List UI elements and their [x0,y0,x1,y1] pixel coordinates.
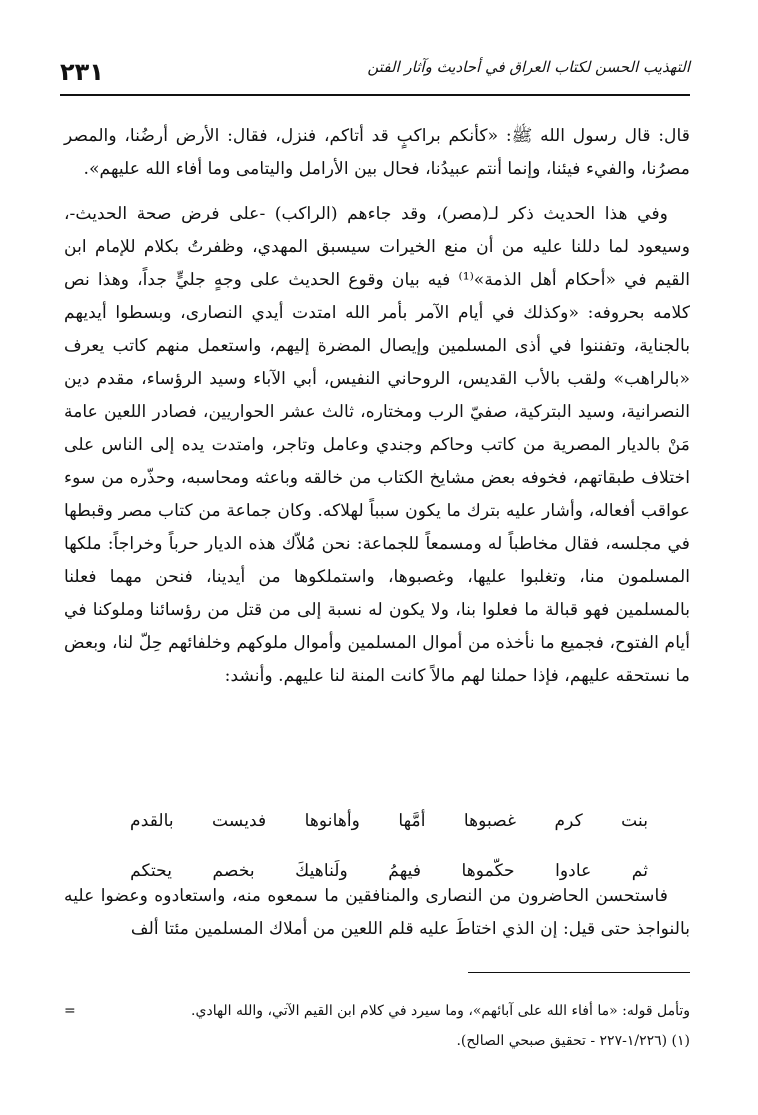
main-text-continued [64,880,690,946]
verse-word: فيهمُ [388,861,422,881]
paragraph-commentary: وفي هذا الحديث ذكر لـ(مصر)، وقد جاءهم (الراكب) -على فرض صحة الحديث-، وسيعود لما دللنا عليه من أن منع الخيرات سيسبق المهدي، وظفرتُ بكلام للإمام ابن القيم في «أحكام أهل الذمة»⁽¹⁾ فيه بيان وقوع الحديث على وجهٍ جليٍّ جداً، وهذا نص كلامه بحروفه: «وكذلك في أيام الآمر بأمر الله امتدت أيدي النصارى، وبسطوا أيديهم بالجناية، وتفننوا في أذى المسلمين وإيصال المضرة إليهم، واستعمل منهم كاتب يعرف «بالراهب» ولقب بالأب القديس، الروحاني النفيس، أبي الآباء وسيد الرؤساء، مقدم دين النصرانية، وسيد البتركية، صفيّ الرب ومختاره، ثالث عشر الحواريين، فصادر اللعين عامة مَنْ بالديار المصرية من كاتب وحاكم وجندي وعامل وتاجر، وامتدت يده إلى الناس على اختلاف طبقاتهم، فخوفه بعض مشايخ الكتاب من خالقه وباعثه ومحاسبه، وحذّره من سوء عواقب أفعاله، وأشار عليه بترك ما يكون سبباً لهلاكه. وكان جماعة من كتاب مصر وقبطها في مجلسه، فقال مخاطباً له ومسمعاً للجماعة: نحن مُلاّك هذه الديار حرباً وخراجاً: ملكها المسلمون منا، وتغلبوا عليها، وغصبوها، واستملكوها من أيدينا، فنحن مهما فعلنا بالمسلمين فهو قبالة ما فعلوا بنا، ولا يكون له نسبة إلى من قتل من رؤسائنا وملوكنا في أيام الفتوح، فجميع ما نأخذه من أموال المسلمين وأموال ملوكهم وخلفائهم حِلّ لنا، وبعض ما نستحقه عليهم، فإذا حملنا لهم مالاً كانت المنة لنا عليهم. وأنشد: [64,204,691,686]
verse-word: ثم [631,861,648,881]
verse-word: بخصم [212,861,255,881]
verse-word: بالقدم [130,811,174,831]
paragraph-hadith: قال: قال رسول الله ﷺ: «كأنكم براكبٍ قد أتاكم، فنزل، فقال: الأرض أرضُنا، والمصر مصرُنا، والفيء فيئنا، وإنما أنتم عبيدُنا، فحال بين الأرامل واليتامى وما أفاء الله عليهم». [64,126,690,179]
paragraph-after-poem: فاستحسن الحاضرون من النصارى والمنافقين ما سمعوه منه، واستعادوه وعضوا عليه بالنواجذ حتى قيل: إن الذي اختاطَ عليه قلم اللعين من أملاك المسلمين مئتا ألف [64,886,690,939]
footnote-separator [468,972,690,973]
footnotes [64,996,690,1056]
verse-line-1 [130,796,648,846]
main-text [64,120,690,693]
verse-word: وأهانوها [304,811,360,831]
running-title: التهذيب الحسن لكتاب العراق في أحاديث وآثار الفتن [367,58,690,76]
verse-word: فديست [212,811,267,831]
verse-word: يحتكم [130,861,173,881]
footnote-continuation [64,996,690,1026]
verse-word: حكّموها [461,861,515,881]
verse-word: ولَناهيكَ [295,861,348,881]
page-number: ٢٣١ [60,58,104,86]
page-header [60,54,690,96]
verse-word: بنت [621,811,648,831]
footnote-continuation-text: وتأمل قوله: «ما أفاء الله على آبائهم»، وما سيرد في كلام ابن القيم الآتي، والله الهادي. [191,1003,690,1019]
verse-word: كرم [554,811,583,831]
verse-word: غصبوها [463,811,517,831]
continuation-marker: = [64,1003,76,1019]
verse-word: أمَّها [398,811,426,831]
verse-word: عادوا [555,861,592,881]
footnote-1: (١) (١/٢٢٦-٢٢٧ - تحقيق صبحي الصالح). [456,1033,690,1049]
